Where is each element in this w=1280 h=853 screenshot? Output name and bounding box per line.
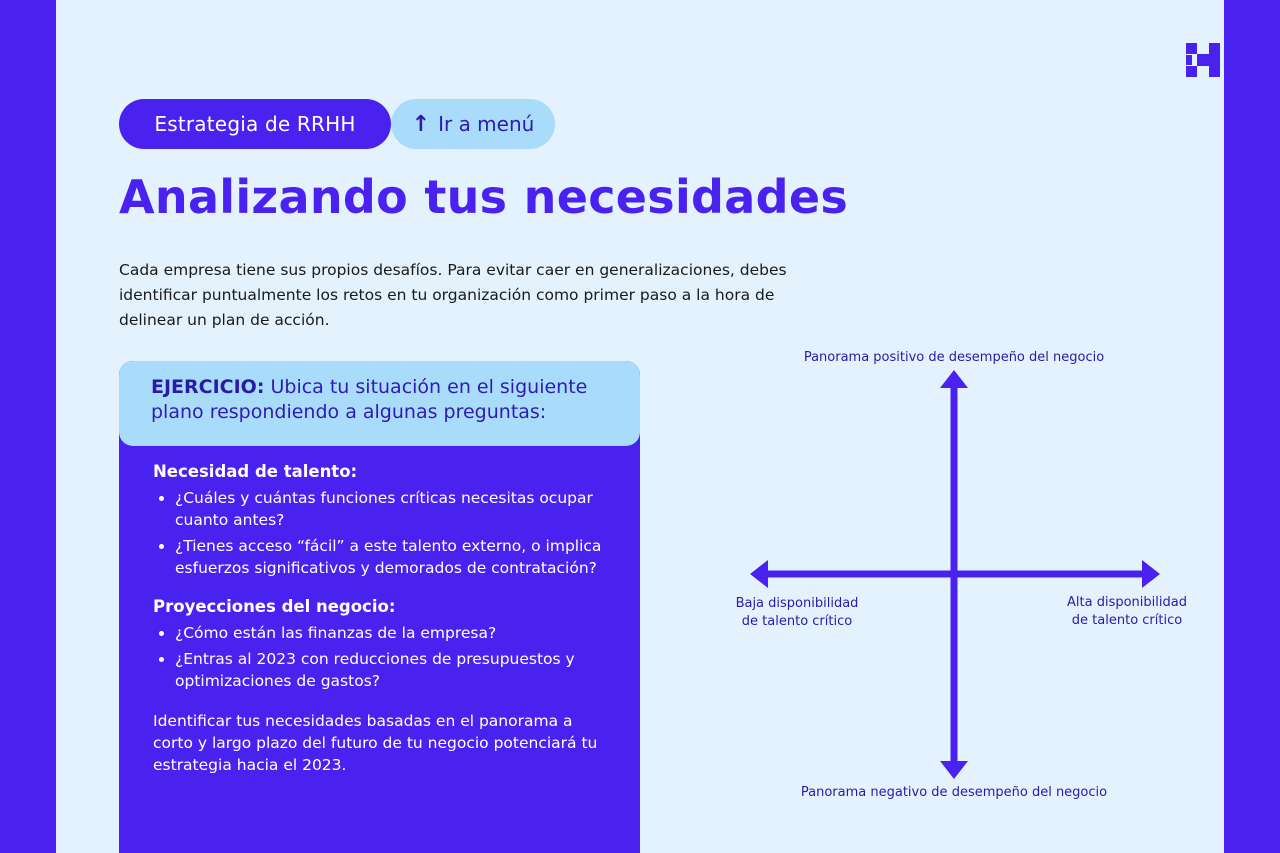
section-label: Estrategia de RRHH [119, 99, 391, 149]
quadrant-label-top: Panorama positivo de desempeño del negocio [803, 350, 1105, 365]
quadrant-left-line2: de talento crítico [741, 614, 853, 629]
intro-paragraph: Cada empresa tiene sus propios desafíos. Para evitar caer en generalizaciones, debes identificar puntualmente los retos en tu organización como primer paso a la hora de delinear un plan de acción. [119, 261, 787, 329]
page-title: Analizando tus necesidades [119, 170, 848, 224]
section-title-business: Proyecciones del negocio: [153, 597, 396, 616]
quadrant-label-bottom: Panorama negativo de desempeño del negocio [800, 785, 1108, 800]
quadrant-right-line1: Alta disponibilidad [1067, 595, 1187, 610]
list-item: • ¿Entras al 2023 con reducciones de presupuestos y optimizaciones de gastos? [175, 648, 610, 692]
quadrant-right-line2: de talento crítico [1071, 613, 1183, 628]
arrow-right-head [1142, 560, 1160, 588]
menu-link-label: Ir a menú [438, 112, 535, 136]
arrow-up-icon: ↑ [411, 111, 431, 137]
arrow-up-head [940, 370, 968, 388]
quadrant-left-line1: Baja disponibilidad [735, 596, 859, 611]
exercise-prompt: Ubica tu situación en el siguiente plano respondiendo a algunas preguntas: [151, 376, 588, 423]
exercise-label: EJERCICIO: [151, 376, 265, 398]
arrow-down-head [940, 761, 968, 779]
quadrant-label-right [1052, 594, 1202, 630]
arrow-left-head [750, 560, 768, 588]
quadrant-axes [56, 0, 1224, 853]
page [56, 0, 1224, 853]
list-item: • ¿Tienes acceso “fácil” a este talento externo, o implica esfuerzos significativos y demorados de contratación? [175, 535, 610, 579]
list-item: • ¿Cuáles y cuántas funciones críticas necesitas ocupar cuanto antes? [175, 487, 610, 531]
section-title-talent: Necesidad de talento: [153, 462, 358, 481]
quadrant-label-left [718, 595, 876, 631]
list-item: • ¿Cómo están las finanzas de la empresa? [175, 622, 610, 644]
closing-paragraph: Identificar tus necesidades basadas en el panorama a corto y largo plazo del futuro de tu negocio potenciará tu estrategia hacia el 2023. [153, 712, 598, 774]
